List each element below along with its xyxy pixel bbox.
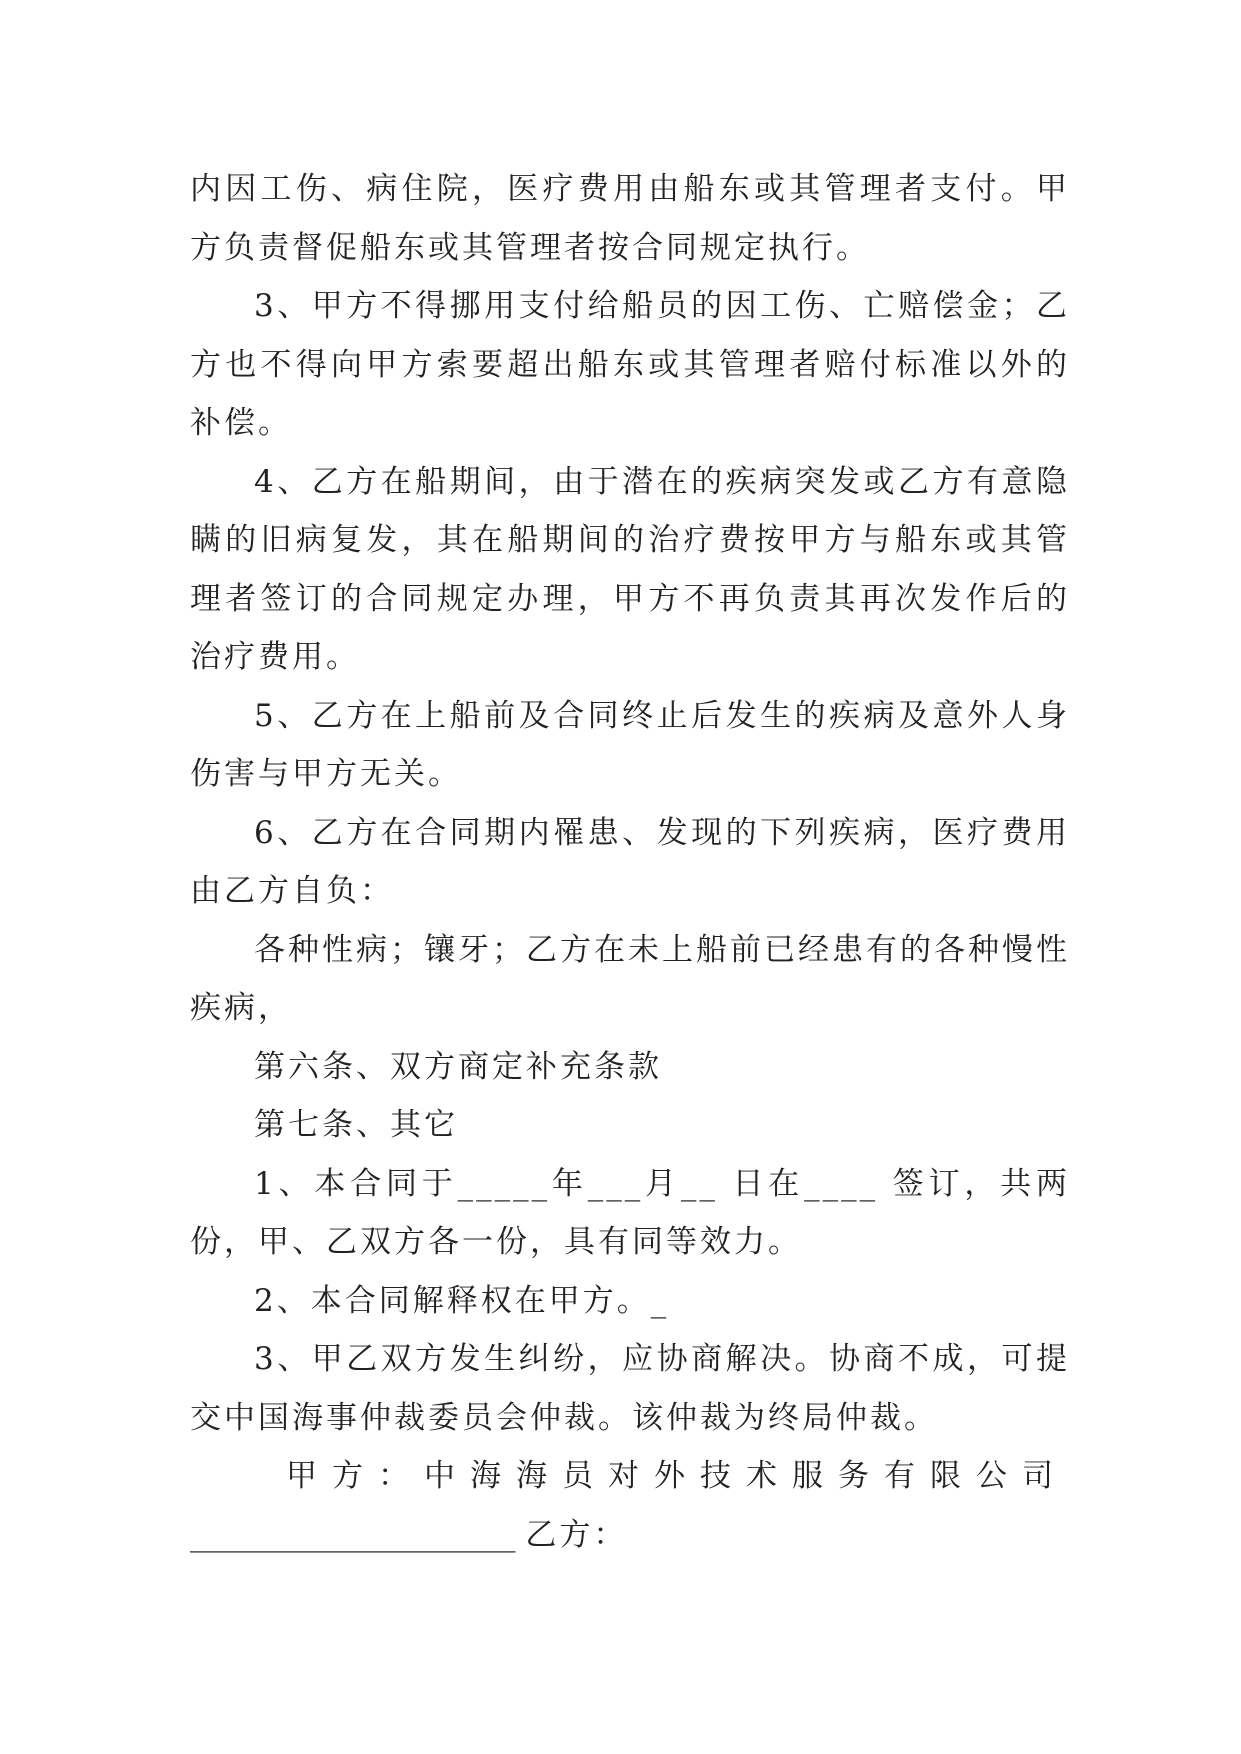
- paragraph-clause-6-self-paid: 6、乙方在合同期内罹患、发现的下列疾病，医疗费用由乙方自负：: [190, 814, 1070, 909]
- signature-row: [190, 1506, 1070, 1565]
- article-6-heading: 第六条、双方商定补充条款: [254, 1048, 662, 1085]
- party-a-signature: 甲方：中海海员对外技术服务有限公司: [286, 1458, 1068, 1494]
- paragraph-clause-5-before-boarding: 5、乙方在上船前及合同终止后发生的疾病及意外人身伤害与甲方无关。: [190, 697, 1070, 792]
- paragraph-arbitration: 3、甲乙双方发生纠纷，应协商解决。协商不成，可提交中国海事仲裁委员会仲裁。该仲裁为终局仲裁。: [190, 1341, 1070, 1436]
- paragraph-medical-costs: 内因工伤、病住院，医疗费用由船东或其管理者支付。甲方负责督促船东或其管理者按合同规定执行。: [190, 171, 1070, 266]
- paragraph-interpretation: 2、本合同解释权在甲方。_: [254, 1282, 670, 1319]
- paragraph-clause-4-latent-disease: 4、乙方在船期间，由于潜在的疾病突发或乙方有意隐瞒的旧病复发，其在船期间的治疗费按甲方与船东或其管理者签订的合同规定办理，甲方不再负责其再次发作后的治疗费用。: [190, 463, 1070, 675]
- article-7-heading: 第七条、其它: [254, 1107, 458, 1143]
- party-b-signature: 乙方：: [525, 1516, 628, 1553]
- paragraph-disease-list: 各种性病；镶牙；乙方在未上船前已经患有的各种慢性疾病，: [190, 931, 1070, 1026]
- paragraph-clause-3-compensation: 3、甲方不得挪用支付给船员的因工伤、亡赔偿金；乙方也不得向甲方索要超出船东或其管理者赔付标准以外的补偿。: [190, 288, 1070, 441]
- signature-blank-line: _____________________: [190, 1516, 516, 1553]
- document-body: [190, 160, 1070, 1564]
- paragraph-signing-date: 1、本合同于_____年___月__ 日在____ 签订，共两份，甲、乙双方各一份，具有同等效力。: [190, 1165, 1070, 1260]
